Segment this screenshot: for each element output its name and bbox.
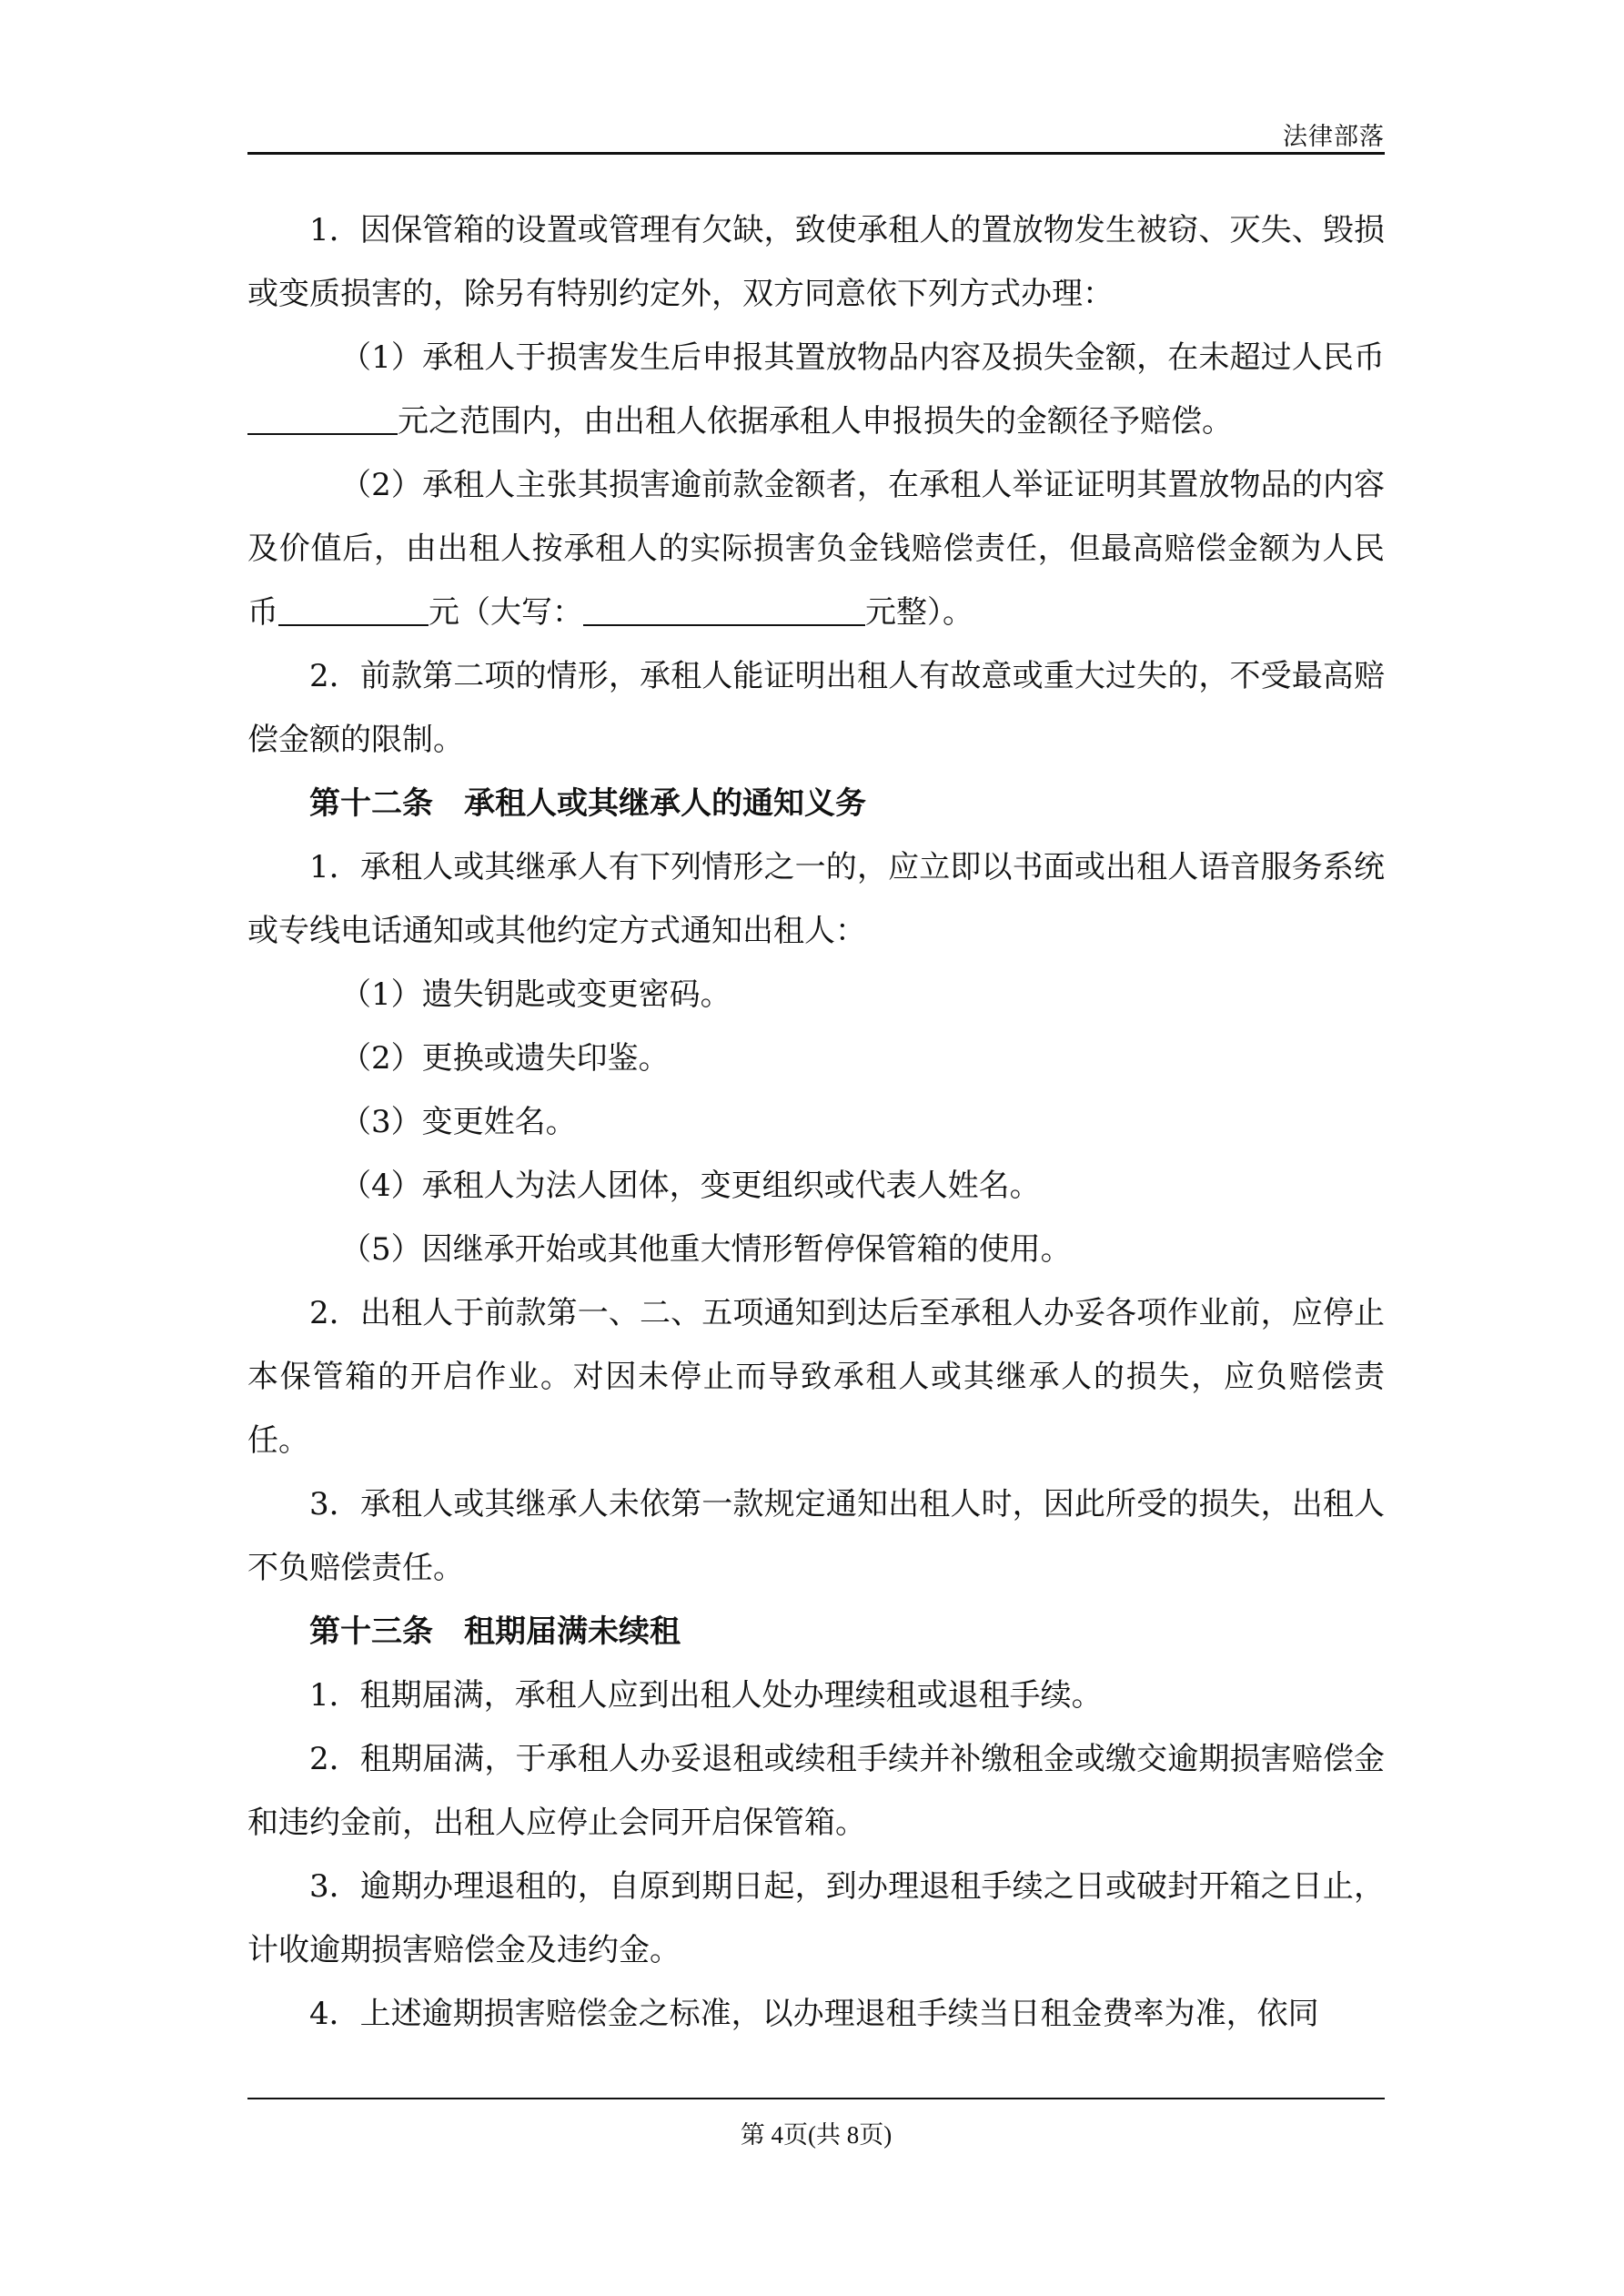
max-amount-blank xyxy=(278,593,429,626)
paragraph-item-1-text-b: 元之范围内，由出租人依据承租人申报损失的金额径予赔偿。 xyxy=(398,403,1233,440)
paragraph-1: 1．因保管箱的设置或管理有欠缺，致使承租人的置放物发生被窃、灭失、毁损或变质损害的，除另有特别约定外，双方同意依下列方式办理： xyxy=(247,212,1385,312)
paragraph-4: 2．出租人于前款第一、二、五项通知到达后至承租人办妥各项作业前，应停止本保管箱的开启作业。对因未停止而导致承租人或其继承人的损失，应负赔偿责任。 xyxy=(247,1295,1385,1459)
paragraph-8: 3．逾期办理退租的，自原到期日起，到办理退租手续之日或破封开箱之日止，计收逾期损害赔偿金及违约金。 xyxy=(247,1868,1385,1968)
article-13-heading xyxy=(247,1600,1385,1664)
article-13-number: 第十三条 xyxy=(309,1613,433,1650)
paragraph-item-2-text-b: 元（大写： xyxy=(429,594,583,631)
page-number: 第 4页(共 8页) xyxy=(740,2121,893,2149)
paragraph-9: 4．上述逾期损害赔偿金之标准，以办理退租手续当日租金费率为准，依同 xyxy=(309,1996,1319,2032)
list-item-3: （3）变更姓名。 xyxy=(340,1104,577,1140)
footer-divider xyxy=(247,2098,1385,2099)
article-12-heading xyxy=(247,772,1385,835)
list-item-2: （2）更换或遗失印鉴。 xyxy=(340,1040,670,1077)
list-item-1: （1）遗失钥匙或变更密码。 xyxy=(340,976,731,1013)
page-header xyxy=(247,109,1385,153)
article-13-title: 租期届满未续租 xyxy=(464,1613,681,1650)
paragraph-3: 1．承租人或其继承人有下列情形之一的，应立即以书面或出租人语音服务系统或专线电话通知或其他约定方式通知出租人： xyxy=(247,849,1385,949)
paragraph-item-2-text-a: （2）承租人主张其损害逾前款金额者，在承租人举证证明其置放物品的内容及价值后，由出租人按承租人的实际损害负金钱赔偿责任，但最高赔偿金额为人民币 xyxy=(247,467,1385,631)
article-12-title: 承租人或其继承人的通知义务 xyxy=(464,785,866,822)
amount-in-words-blank xyxy=(583,593,865,626)
list-item-5: （5）因继承开始或其他重大情形暂停保管箱的使用。 xyxy=(340,1231,1072,1268)
paragraph-5: 3．承租人或其继承人未依第一款规定通知出租人时，因此所受的损失，出租人不负赔偿责任。 xyxy=(247,1486,1385,1586)
paragraph-7: 2．租期届满，于承租人办妥退租或续租手续并补缴租金或缴交逾期损害赔偿金和违约金前，出租人应停止会同开启保管箱。 xyxy=(247,1741,1385,1841)
document-body xyxy=(247,198,1385,2046)
paragraph-item-1 xyxy=(247,326,1385,453)
list-item-4: （4）承租人为法人团体，变更组织或代表人姓名。 xyxy=(340,1168,1041,1204)
article-12-number: 第十二条 xyxy=(309,785,433,822)
paragraph-item-1-text-a: （1）承租人于损害发生后申报其置放物品内容及损失金额，在未超过人民币 xyxy=(340,339,1385,376)
header-title: 法律部落 xyxy=(1283,123,1385,151)
header-divider xyxy=(247,152,1385,155)
paragraph-6: 1．租期届满，承租人应到出租人处办理续租或退租手续。 xyxy=(309,1677,1103,1714)
paragraph-item-2-text-c: 元整）。 xyxy=(865,594,973,631)
paragraph-2: 2．前款第二项的情形，承租人能证明出租人有故意或重大过失的，不受最高赔偿金额的限制。 xyxy=(247,658,1385,758)
paragraph-item-2 xyxy=(247,453,1385,644)
amount-blank xyxy=(247,402,398,435)
